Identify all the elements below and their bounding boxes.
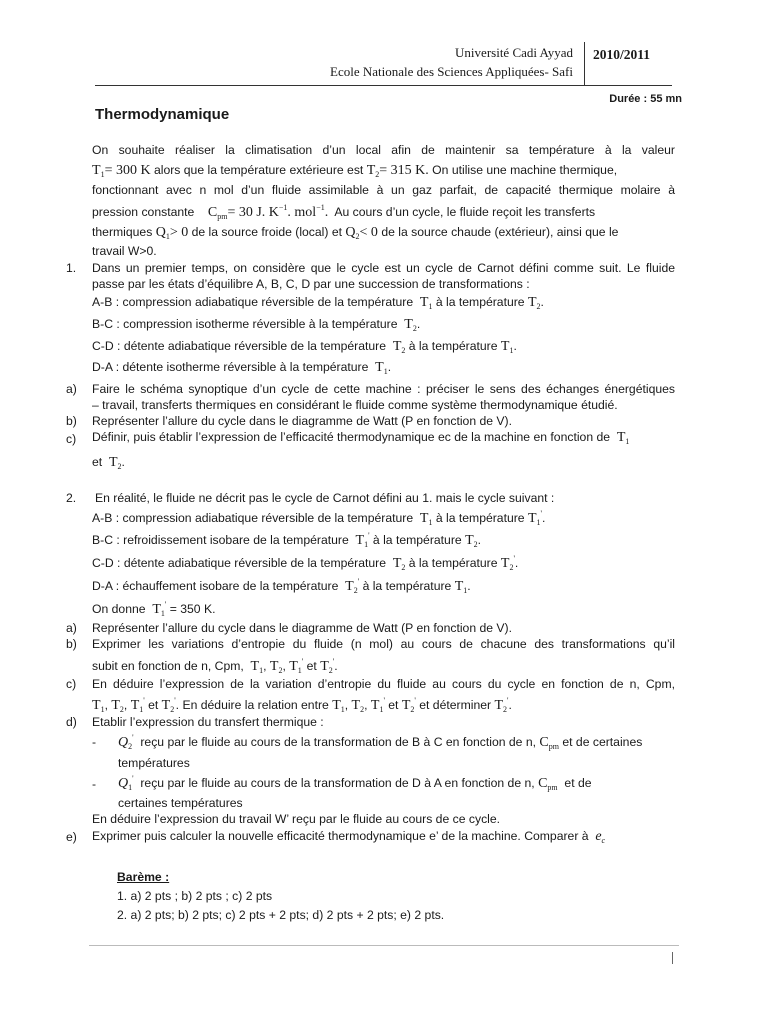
grading-title: Barème : <box>117 870 170 884</box>
q2e-line-1: Exprimer puis calculer la nouvelle efficacité thermodynamique e’ de la machine. Comparer à $e_c$ <box>92 829 606 845</box>
q1b-label: b) <box>66 414 77 428</box>
q2-step-ab: A-B : compression adiabatique réversible de la température $T_1$ à la température $T_1'$. <box>92 509 546 527</box>
q1-step-da: D-A : détente isotherme réversible à la température $T_1$. <box>92 360 392 376</box>
header-rule <box>95 85 672 86</box>
q2b-label: b) <box>66 637 77 651</box>
q2-step-da: D-A : échauffement isobare de la température $T_2'$ à la température $T_1$. <box>92 577 471 595</box>
q1-step-bc: B-C : compression isotherme réversible à la température $T_2$. <box>92 317 421 333</box>
q1c-label: c) <box>66 432 77 446</box>
q2e-label: e) <box>66 830 77 844</box>
q1a-line-2: – travail, transferts thermiques en considérant le fluide comme système thermodynamique étudié. <box>92 398 618 412</box>
q1-line-1: Dans un premier temps, on considère que le cycle est un cycle de Carnot défini comme suit. Le fluide <box>92 261 675 275</box>
grading-line-1: 1. a) 2 pts ; b) 2 pts ; c) 2 pts <box>117 889 273 903</box>
q2a-label: a) <box>66 621 77 635</box>
page-number-marker <box>672 952 673 964</box>
q1-step-ab: A-B : compression adiabatique réversible de la température $T_1$ à la température $T_2$. <box>92 295 544 311</box>
intro-line-3: fonctionnant avec n mol d’un fluide assimilable à un gaz parfait, de capacité thermique molaire à <box>92 183 675 197</box>
q2a-line-1: Représenter l’allure du cycle dans le diagramme de Watt (P en fonction de V). <box>92 621 513 635</box>
q2d-line-1: Etablir l’expression du transfert thermique : <box>92 715 324 729</box>
exam-duration: Durée : 55 mn <box>609 93 682 105</box>
intro-line-6: travail W>0. <box>92 244 157 258</box>
q2d-line-4: $Q_1'$ reçu par le fluide au cours de la transformation de D à A en fonction de n, $C_{pm}$ et de <box>118 774 592 792</box>
q2d-line-2: $Q_2'$ reçu par le fluide au cours de la transformation de B à C en fonction de n, $C_{pm}$ et de certaines <box>118 733 643 751</box>
q1-number: 1. <box>66 261 77 275</box>
q2b-line-1: Exprimer les variations d’entropie du fluide (n mol) au cours de chacune des transformations qu’il <box>92 637 675 651</box>
q2d-dash-1: - <box>92 735 97 749</box>
grading-line-2: 2. a) 2 pts; b) 2 pts; c) 2 pts + 2 pts; d) 2 pts + 2 pts; e) 2 pts. <box>117 908 445 922</box>
academic-year: 2010/2011 <box>593 47 651 62</box>
header-divider <box>584 42 585 86</box>
university-name: Université Cadi Ayyad <box>455 45 573 60</box>
q2c-line-2: $T_1$, $T_2$, $T_1'$ et $T_2'$. En déduire la relation entre $T_1$, $T_2$, $T_1'$ et $T_2'$ et déterminer $T_2'$. <box>92 696 512 714</box>
footer-rule <box>89 945 679 946</box>
q2c-line-1: En déduire l’expression de la variation d’entropie du fluide au cours du cycle en fonction de n, Cpm, <box>92 677 675 691</box>
q2-line-1: En réalité, le fluide ne décrit pas le cycle de Carnot défini au 1. mais le cycle suivant : <box>95 491 555 505</box>
q2d-line-6: En déduire l’expression du travail W’ reçu par le fluide au cours de ce cycle. <box>92 812 501 826</box>
q2d-line-5: certaines températures <box>118 796 243 810</box>
q1c-line-2: et $T_2$. <box>92 455 125 471</box>
q2d-line-3: températures <box>118 756 190 770</box>
intro-line-2: $T_1= 300$ K alors que la température extérieure est $T_2= 315$ K. On utilise une machine thermique, <box>92 163 618 179</box>
q1a-line-1: Faire le schéma synoptique d’un cycle de cette machine : préciser le sens des échanges énergétiques <box>92 382 675 396</box>
intro-line-1: On souhaite réaliser la climatisation d’un local afin de maintenir sa température à la valeur <box>92 143 675 157</box>
q2-step-cd: C-D : détente adiabatique réversible de la température $T_2$ à la température $T_2'$. <box>92 554 519 572</box>
q2-number: 2. <box>66 491 77 505</box>
q2-step-bc: B-C : refroidissement isobare de la température $T_1'$ à la température $T_2$. <box>92 531 482 549</box>
school-name: Ecole Nationale des Sciences Appliquées- Safi <box>330 64 573 79</box>
intro-line-5: thermiques $Q_1> 0$ de la source froide (local) et $Q_2< 0$ de la source chaude (extérieur), ainsi que le <box>92 225 619 241</box>
q1c-line-1: Définir, puis établir l’expression de l’efficacité thermodynamique ec de la machine en fonction de $T_1$ <box>92 430 630 446</box>
intro-line-4: pression constante $C_{pm}= 30$ J. $K^{-1}$. mol$^{-1}$. Au cours d’un cycle, le fluide reçoit les transferts <box>92 203 596 221</box>
q2d-dash-2: - <box>92 777 97 791</box>
q1b-line-1: Représenter l’allure du cycle dans le diagramme de Watt (P en fonction de V). <box>92 414 513 428</box>
q2b-line-2: subit en fonction de n, Cpm, $T_1$, $T_2$, $T_1'$ et $T_2'$. <box>92 657 338 675</box>
q1-step-cd: C-D : détente adiabatique réversible de la température $T_2$ à la température $T_1$. <box>92 339 517 355</box>
q2-given: On donne $T_1' = 350$ K. <box>92 600 216 618</box>
page-title: Thermodynamique <box>95 106 230 123</box>
q2c-label: c) <box>66 677 77 691</box>
q1a-label: a) <box>66 382 77 396</box>
q1-line-2: passe par les états d’équilibre A, B, C, D par une succession de transformations : <box>92 277 530 291</box>
q2d-label: d) <box>66 715 77 729</box>
